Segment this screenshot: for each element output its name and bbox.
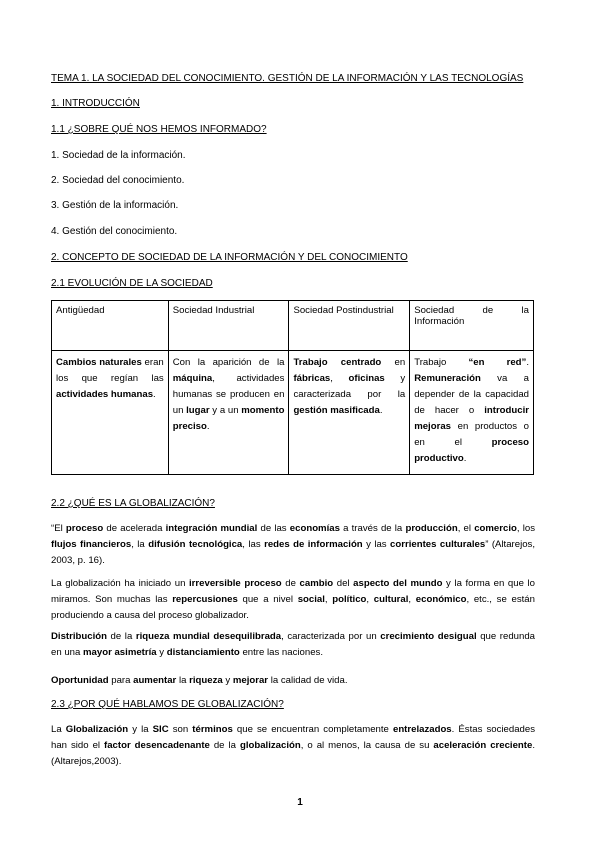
heading-concepto-sociedad: 2. CONCEPTO DE SOCIEDAD DE LA INFORMACIÓN Y DEL CONOCIMIENTO [51,252,408,263]
table-header-cell: Sociedad Postindustrial [289,301,410,351]
heading-por-que-globalizacion: 2.3 ¿POR QUÉ HABLAMOS DE GLOBALIZACIÓN? [51,699,284,710]
table-cell-postindustrial: Trabajo centrado en fábricas, oficinas y caracterizada por la gestión masificada. [289,351,410,475]
list-item: 3. Gestión de la información. [51,200,179,211]
page-number: 1 [297,797,303,808]
table-cell-industrial: Con la aparición de la máquina, actividades humanas se producen en un lugar y a un momento preciso. [168,351,289,475]
list-item: 2. Sociedad del conocimiento. [51,175,185,186]
paragraph-distribucion: Distribución de la riqueza mundial desequilibrada, caracterizada por un crecimiento desigual que redunda en una mayor asimetría y distanciamiento entre las naciones. [51,631,536,658]
list-item: 4. Gestión del conocimiento. [51,226,178,237]
heading-introduccion: 1. INTRODUCCIÓN [51,98,140,109]
table-cell-informacion: Trabajo “en red”. Remuneración va a depender de la capacidad de hacer o introducir mejoras en productos o en el proceso productivo. [410,351,534,475]
table-header-cell: Sociedad Industrial [168,301,289,351]
list-item: 1. Sociedad de la información. [51,150,186,161]
heading-sobre-que-informado: 1.1 ¿SOBRE QUÉ NOS HEMOS INFORMADO? [51,124,267,135]
quote-paragraph: “El proceso de acelerada integración mundial de las economías a través de la producción, el comercio, los flujos financieros, la difusión tecnológica, las redes de información y las corrientes culturales” (Altarejos, 2003, p. 16). [51,523,536,566]
paragraph-globalizacion: La globalización ha iniciado un irreversible proceso de cambio del aspecto del mundo y la forma en que lo miramos. Son muchas las repercusiones que a nivel social, político, cultural, económico, etc., se están produciendo a causa del proceso globalizador. [51,578,535,621]
heading-evolucion-sociedad: 2.1 EVOLUCIÓN DE LA SOCIEDAD [51,278,213,289]
paragraph-sic: La Globalización y la SIC son términos que se encuentran completamente entrelazados. Éstas sociedades han sido el factor desencadenante de la globalización, o al menos, la causa de su aceleración creciente. (Altarejos,2003). [51,724,535,767]
table-header-cell: Antigüedad [52,301,169,351]
table-cell-antiguedad: Cambios naturales eran los que regían las actividades humanas. [52,351,169,475]
paragraph-oportunidad: Oportunidad para aumentar la riqueza y mejorar la calidad de vida. [51,675,348,686]
document-title: TEMA 1. LA SOCIEDAD DEL CONOCIMIENTO. GESTIÓN DE LA INFORMACIÓN Y LAS TECNOLOGÍAS [51,73,524,84]
evolution-table [51,300,534,475]
heading-que-es-globalizacion: 2.2 ¿QUÉ ES LA GLOBALIZACIÓN? [51,498,215,509]
table-header-row [52,301,534,351]
table-header-cell: Sociedad de la Información [410,301,534,351]
table-row [52,351,534,475]
